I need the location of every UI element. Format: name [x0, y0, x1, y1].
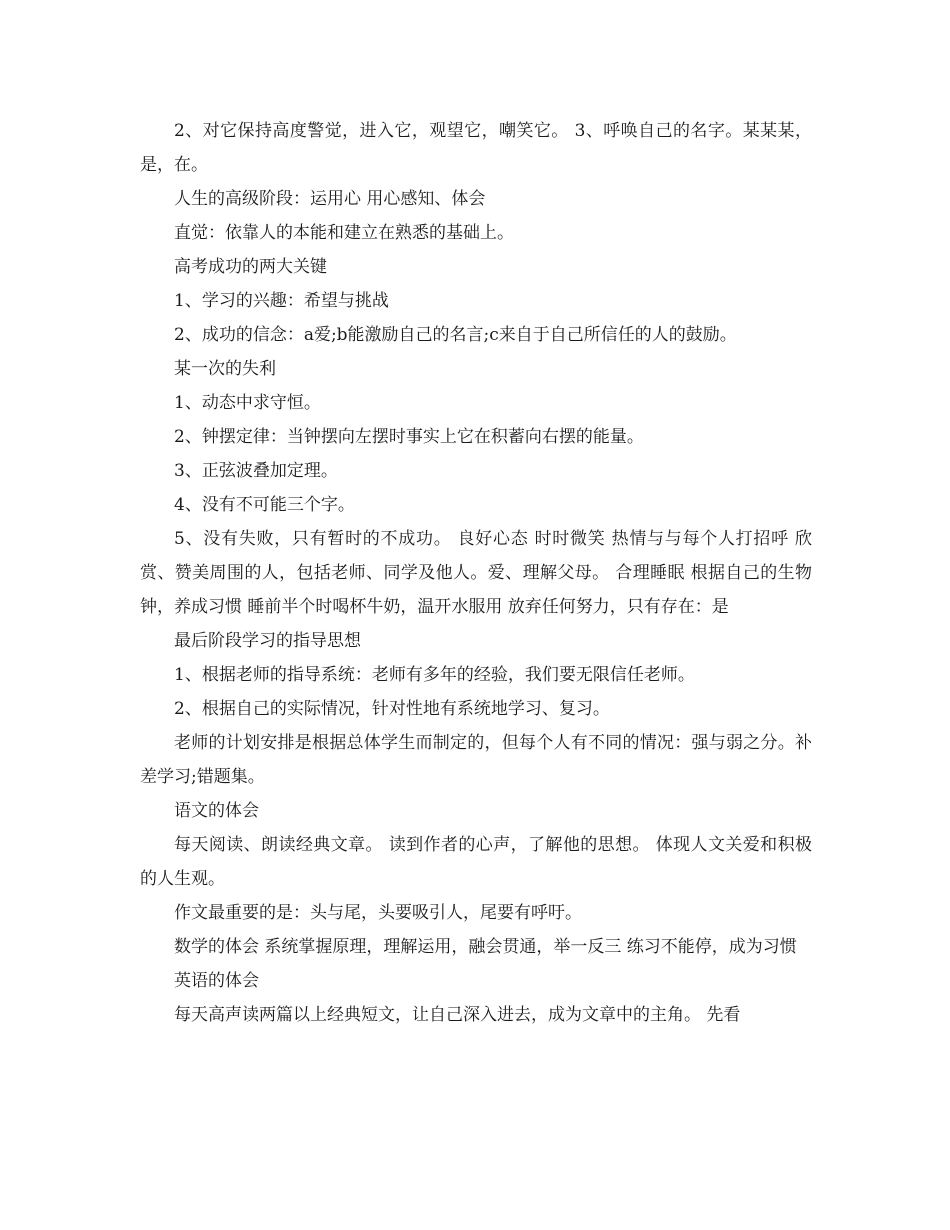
section-heading: 高考成功的两大关键: [174, 257, 327, 277]
paragraph: 作文最重要的是：头与尾，头要吸引人，尾要有呼吁。: [174, 903, 582, 923]
paragraph: 每天阅读、朗读经典文章。 读到作者的心声，了解他的思想。 体现人文关爱和积极的人生观。: [140, 835, 812, 889]
section-heading: 最后阶段学习的指导思想: [174, 631, 361, 651]
paragraph: 4、没有不可能三个字。: [174, 495, 355, 515]
section-heading: 语文的体会: [174, 801, 259, 821]
paragraph: 每天高声读两篇以上经典短文，让自己深入进去，成为文章中的主角。 先看: [174, 1005, 741, 1025]
paragraph: 2、对它保持高度警觉，进入它，观望它，嘲笑它。 3、呼唤自己的名字。某某某，是，在。: [140, 121, 812, 175]
paragraph: 数学的体会 系统掌握原理，理解运用，融会贯通，举一反三 练习不能停，成为习惯: [174, 937, 797, 957]
paragraph: 2、根据自己的实际情况，针对性地有系统地学习、复习。: [174, 699, 610, 719]
document-body: [140, 114, 812, 1032]
paragraph: 老师的计划安排是根据总体学生而制定的，但每个人有不同的情况：强与弱之分。补差学习;错题集。: [140, 733, 812, 787]
paragraph: 1、学习的兴趣：希望与挑战: [174, 291, 389, 311]
section-heading: 某一次的失利: [174, 359, 276, 379]
paragraph: 2、成功的信念：a爱;b能激励自己的名言;c来自于自己所信任的人的鼓励。: [174, 325, 737, 345]
section-heading: 英语的体会: [174, 971, 259, 991]
paragraph: 3、正弦波叠加定理。: [174, 461, 338, 481]
paragraph: 直觉：依靠人的本能和建立在熟悉的基础上。: [174, 223, 514, 243]
paragraph: 5、没有失败，只有暂时的不成功。 良好心态 时时微笑 热情与与每个人打招呼 欣赏、赞美周围的人，包括老师、同学及他人。爱、理解父母。 合理睡眠 根据自己的生物钟，养成习惯 睡前半个时喝杯牛奶，温开水服用 放弃任何努力，只有存在：是: [140, 529, 812, 617]
paragraph: 人生的高级阶段：运用心 用心感知、体会: [174, 189, 486, 209]
paragraph: 1、根据老师的指导系统：老师有多年的经验，我们要无限信任老师。: [174, 665, 695, 685]
paragraph: 2、钟摆定律：当钟摆向左摆时事实上它在积蓄向右摆的能量。: [174, 427, 644, 447]
paragraph: 1、动态中求守恒。: [174, 393, 321, 413]
